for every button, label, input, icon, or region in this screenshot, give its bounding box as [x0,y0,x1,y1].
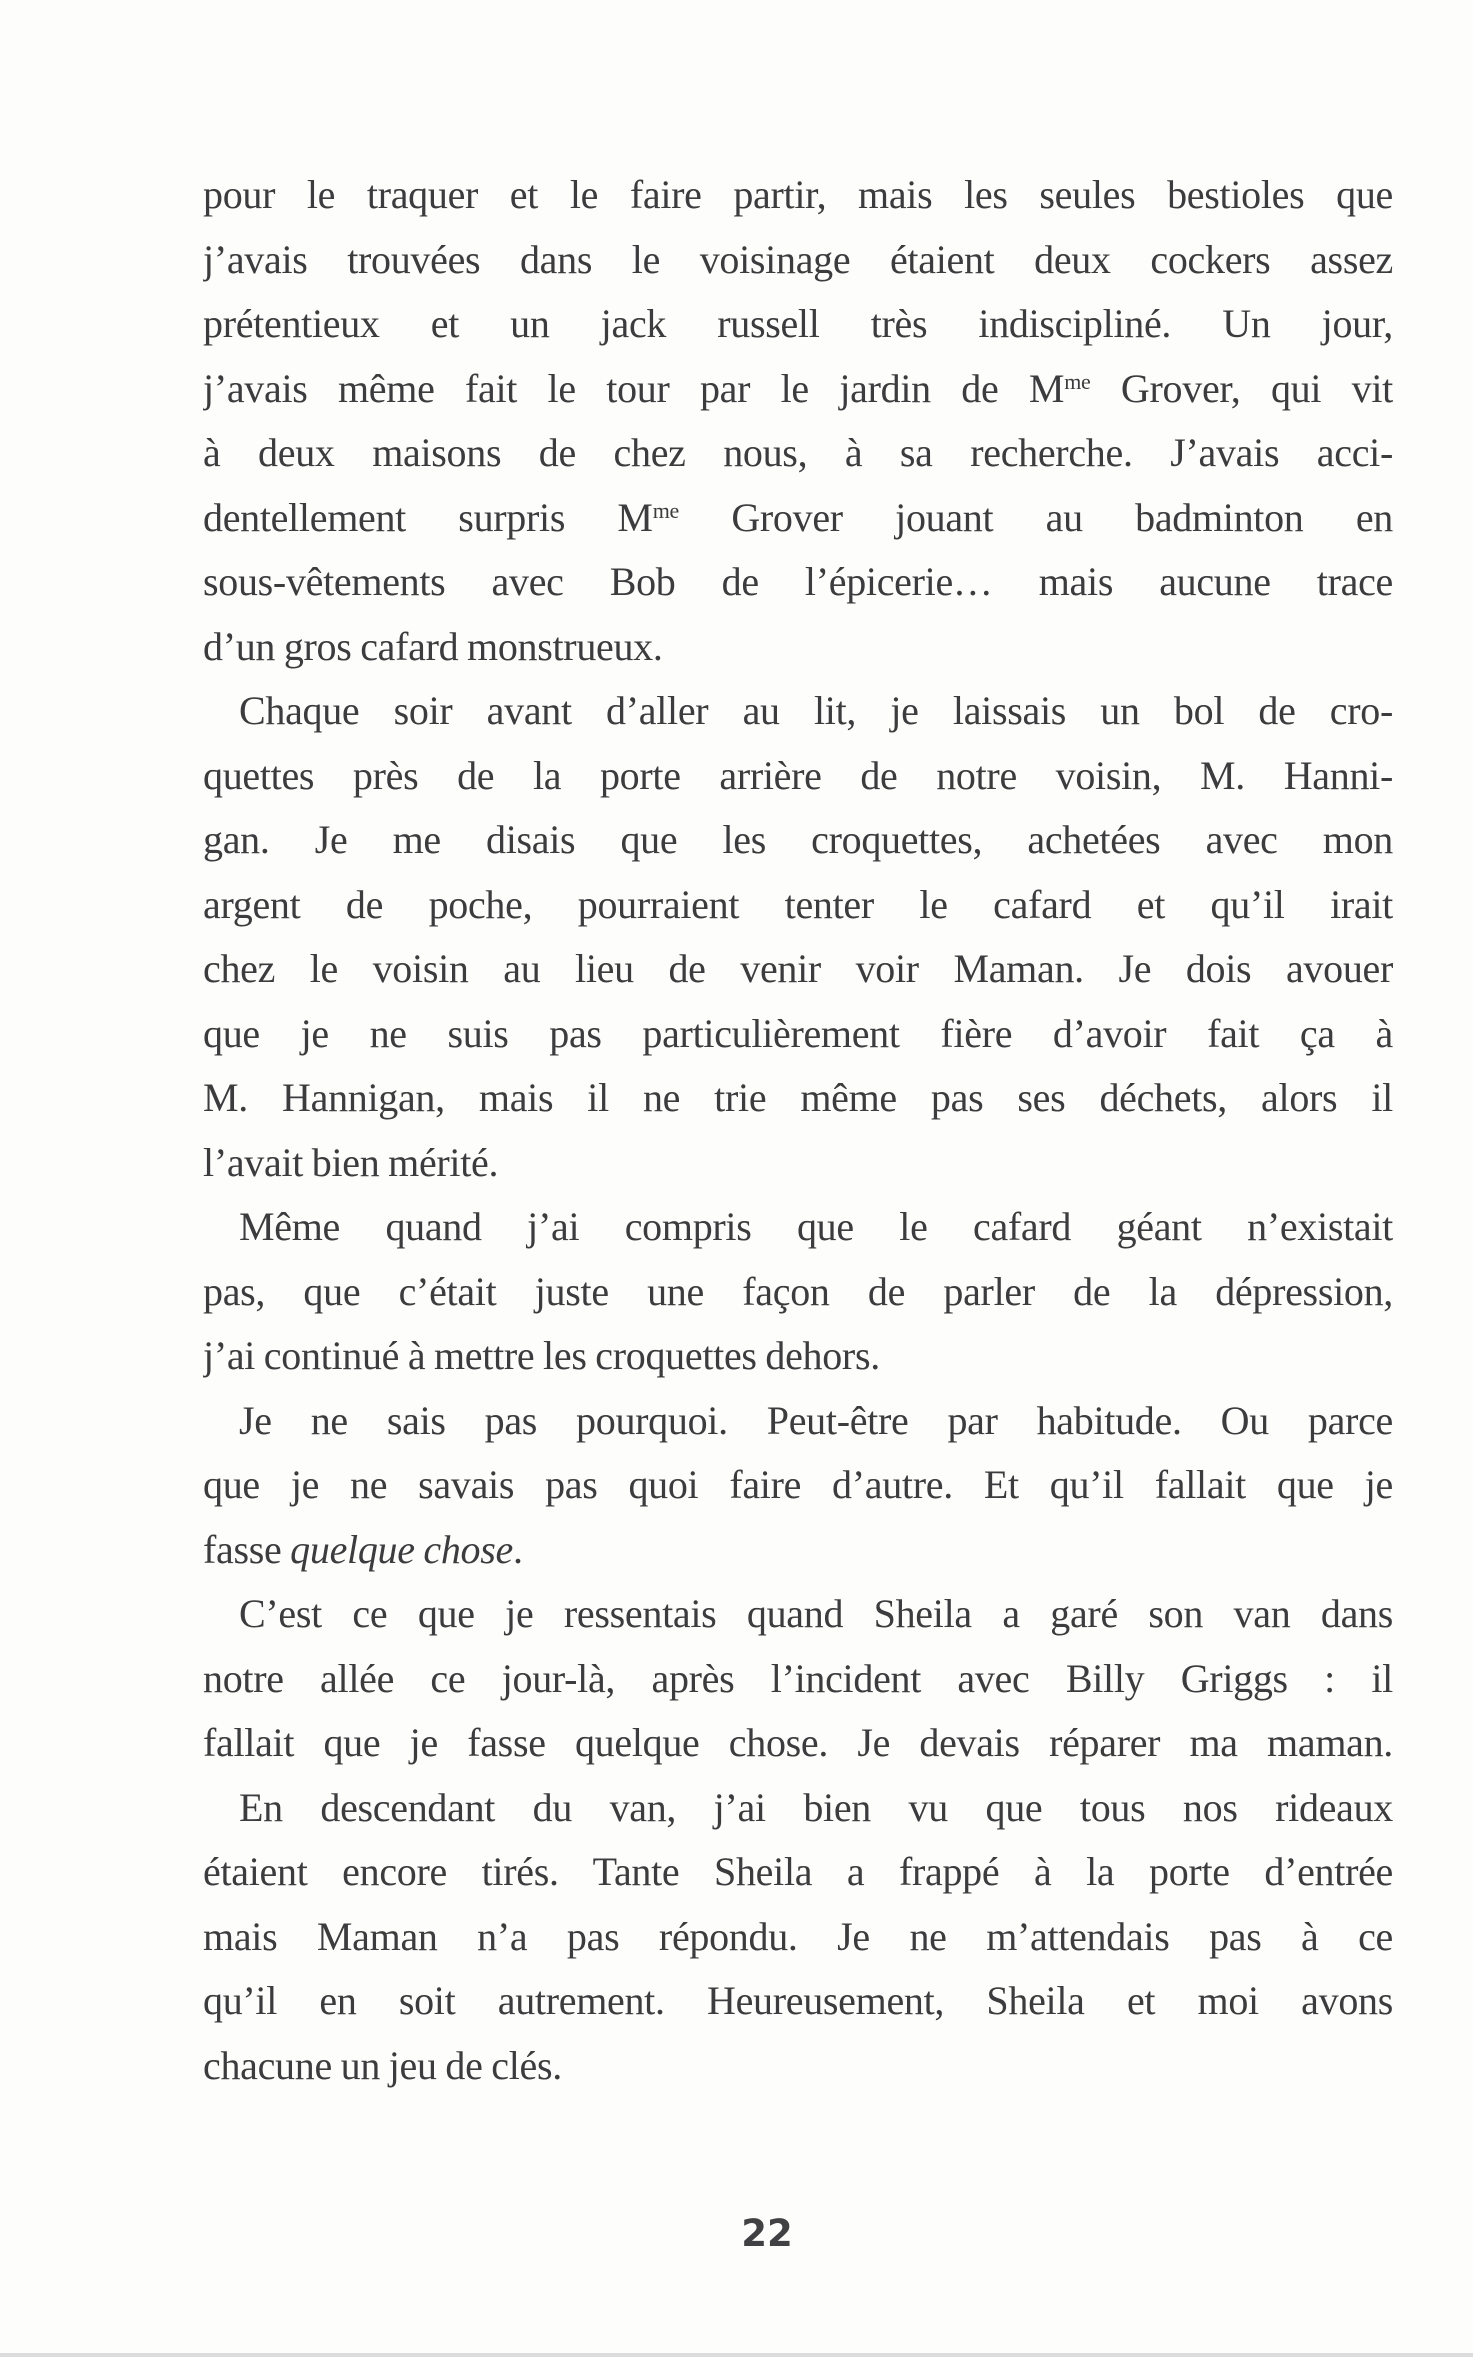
text-line [203,1002,1393,1067]
text-segment: étaient encore tirés. Tante Sheila a frappé à la porte d’entrée [203,1849,1393,1894]
text-line [203,1711,1393,1776]
text-segment: à deux maisons de chez nous, à sa recherche. J’avais acci- [203,430,1393,475]
text-segment: Même quand j’ai compris que le cafard géant n’existait [239,1204,1393,1249]
text-line [203,1840,1393,1905]
text-segment: d’un gros cafard monstrueux. [203,623,663,669]
text-segment: fallait que je fasse quelque chose. Je devais réparer ma maman. [203,1720,1393,1765]
text-segment: M. Hannigan, mais il ne trie même pas ses déchets, alors il [203,1075,1393,1120]
text-segment: chez le voisin au lieu de venir voir Maman. Je dois avouer [203,946,1393,991]
text-segment: j’avais trouvées dans le voisinage étaient deux cockers assez [203,236,1393,282]
text-line [203,1324,1393,1389]
text-line [203,808,1393,873]
page-number: 22 [741,2212,793,2255]
text-line [203,2034,1393,2099]
paragraph [203,1389,1393,1583]
text-segment: dentellement surpris M [203,494,653,540]
text-segment: argent de poche, pourraient tenter le cafard et qu’il irait [203,881,1393,927]
text-segment: Grover, qui vit [1090,365,1393,411]
paragraph [203,1582,1393,1776]
text-block [203,163,1393,2098]
text-line [203,1195,1393,1260]
text-segment: Chaque soir avant d’aller au lit, je laissais un bol de cro- [239,688,1393,733]
text-line [203,1582,1393,1647]
text-segment: chacune un jeu de clés. [203,2042,562,2088]
text-line [203,357,1393,422]
text-line [203,228,1393,293]
text-segment: l’avait bien mérité. [203,1139,499,1185]
text-segment: prétentieux et un jack russell très indiscipliné. Un jour, [203,301,1393,346]
text-line [203,292,1393,357]
text-segment: fasse [203,1526,291,1572]
text-line [203,1969,1393,2034]
text-line [203,1776,1393,1841]
text-line [203,1131,1393,1196]
text-segment: j’avais même fait le tour par le jardin de M [203,365,1065,411]
paragraph [203,679,1393,1195]
text-line [203,1260,1393,1325]
text-line [203,550,1393,615]
text-line [203,1389,1393,1454]
text-segment: notre allée ce jour-là, après l’incident avec Billy Griggs : il [203,1655,1393,1701]
text-line [203,1518,1393,1583]
italic-text: quelque chose [290,1526,513,1572]
text-line [203,679,1393,744]
text-line [203,486,1393,551]
text-segment: quettes près de la porte arrière de notre voisin, M. Hanni- [203,752,1393,798]
text-line [203,1066,1393,1131]
text-segment: En descendant du van, j’ai bien vu que tous nos rideaux [239,1784,1393,1830]
text-line [203,1647,1393,1712]
text-segment: Grover jouant au badminton en [678,494,1393,540]
text-line [203,1905,1393,1970]
text-segment: que je ne savais pas quoi faire d’autre. Et qu’il fallait que je [203,1462,1393,1507]
text-segment: que je ne suis pas particulièrement fière d’avoir fait ça à [203,1010,1393,1056]
paragraph [203,163,1393,679]
text-segment: pour le traquer et le faire partir, mais les seules bestioles que [203,172,1393,217]
text-segment: sous-vêtements avec Bob de l’épicerie… mais aucune trace [203,559,1393,604]
page-bottom-edge [0,2353,1473,2357]
text-segment: Je ne sais pas pourquoi. Peut-être par habitude. Ou parce [239,1397,1393,1443]
text-segment: C’est ce que je ressentais quand Sheila a garé son van dans [239,1591,1393,1636]
text-line [203,421,1393,486]
text-segment: . [512,1526,523,1572]
paragraph [203,1776,1393,2099]
text-segment: j’ai continué à mettre les croquettes dehors. [203,1333,880,1378]
text-segment: mais Maman n’a pas répondu. Je ne m’attendais pas à ce [203,1913,1393,1959]
text-line [203,163,1393,228]
superscript-text: me [1064,369,1091,395]
text-line [203,937,1393,1002]
text-segment: qu’il en soit autrement. Heureusement, Sheila et moi avons [203,1978,1393,2023]
text-segment: gan. Je me disais que les croquettes, achetées avec mon [203,817,1393,862]
text-line [203,744,1393,809]
text-segment: pas, que c’était juste une façon de parler de la dépression, [203,1268,1393,1314]
paragraph [203,1195,1393,1389]
text-line [203,873,1393,938]
text-line [203,615,1393,680]
superscript-text: me [652,498,679,524]
text-line [203,1453,1393,1518]
